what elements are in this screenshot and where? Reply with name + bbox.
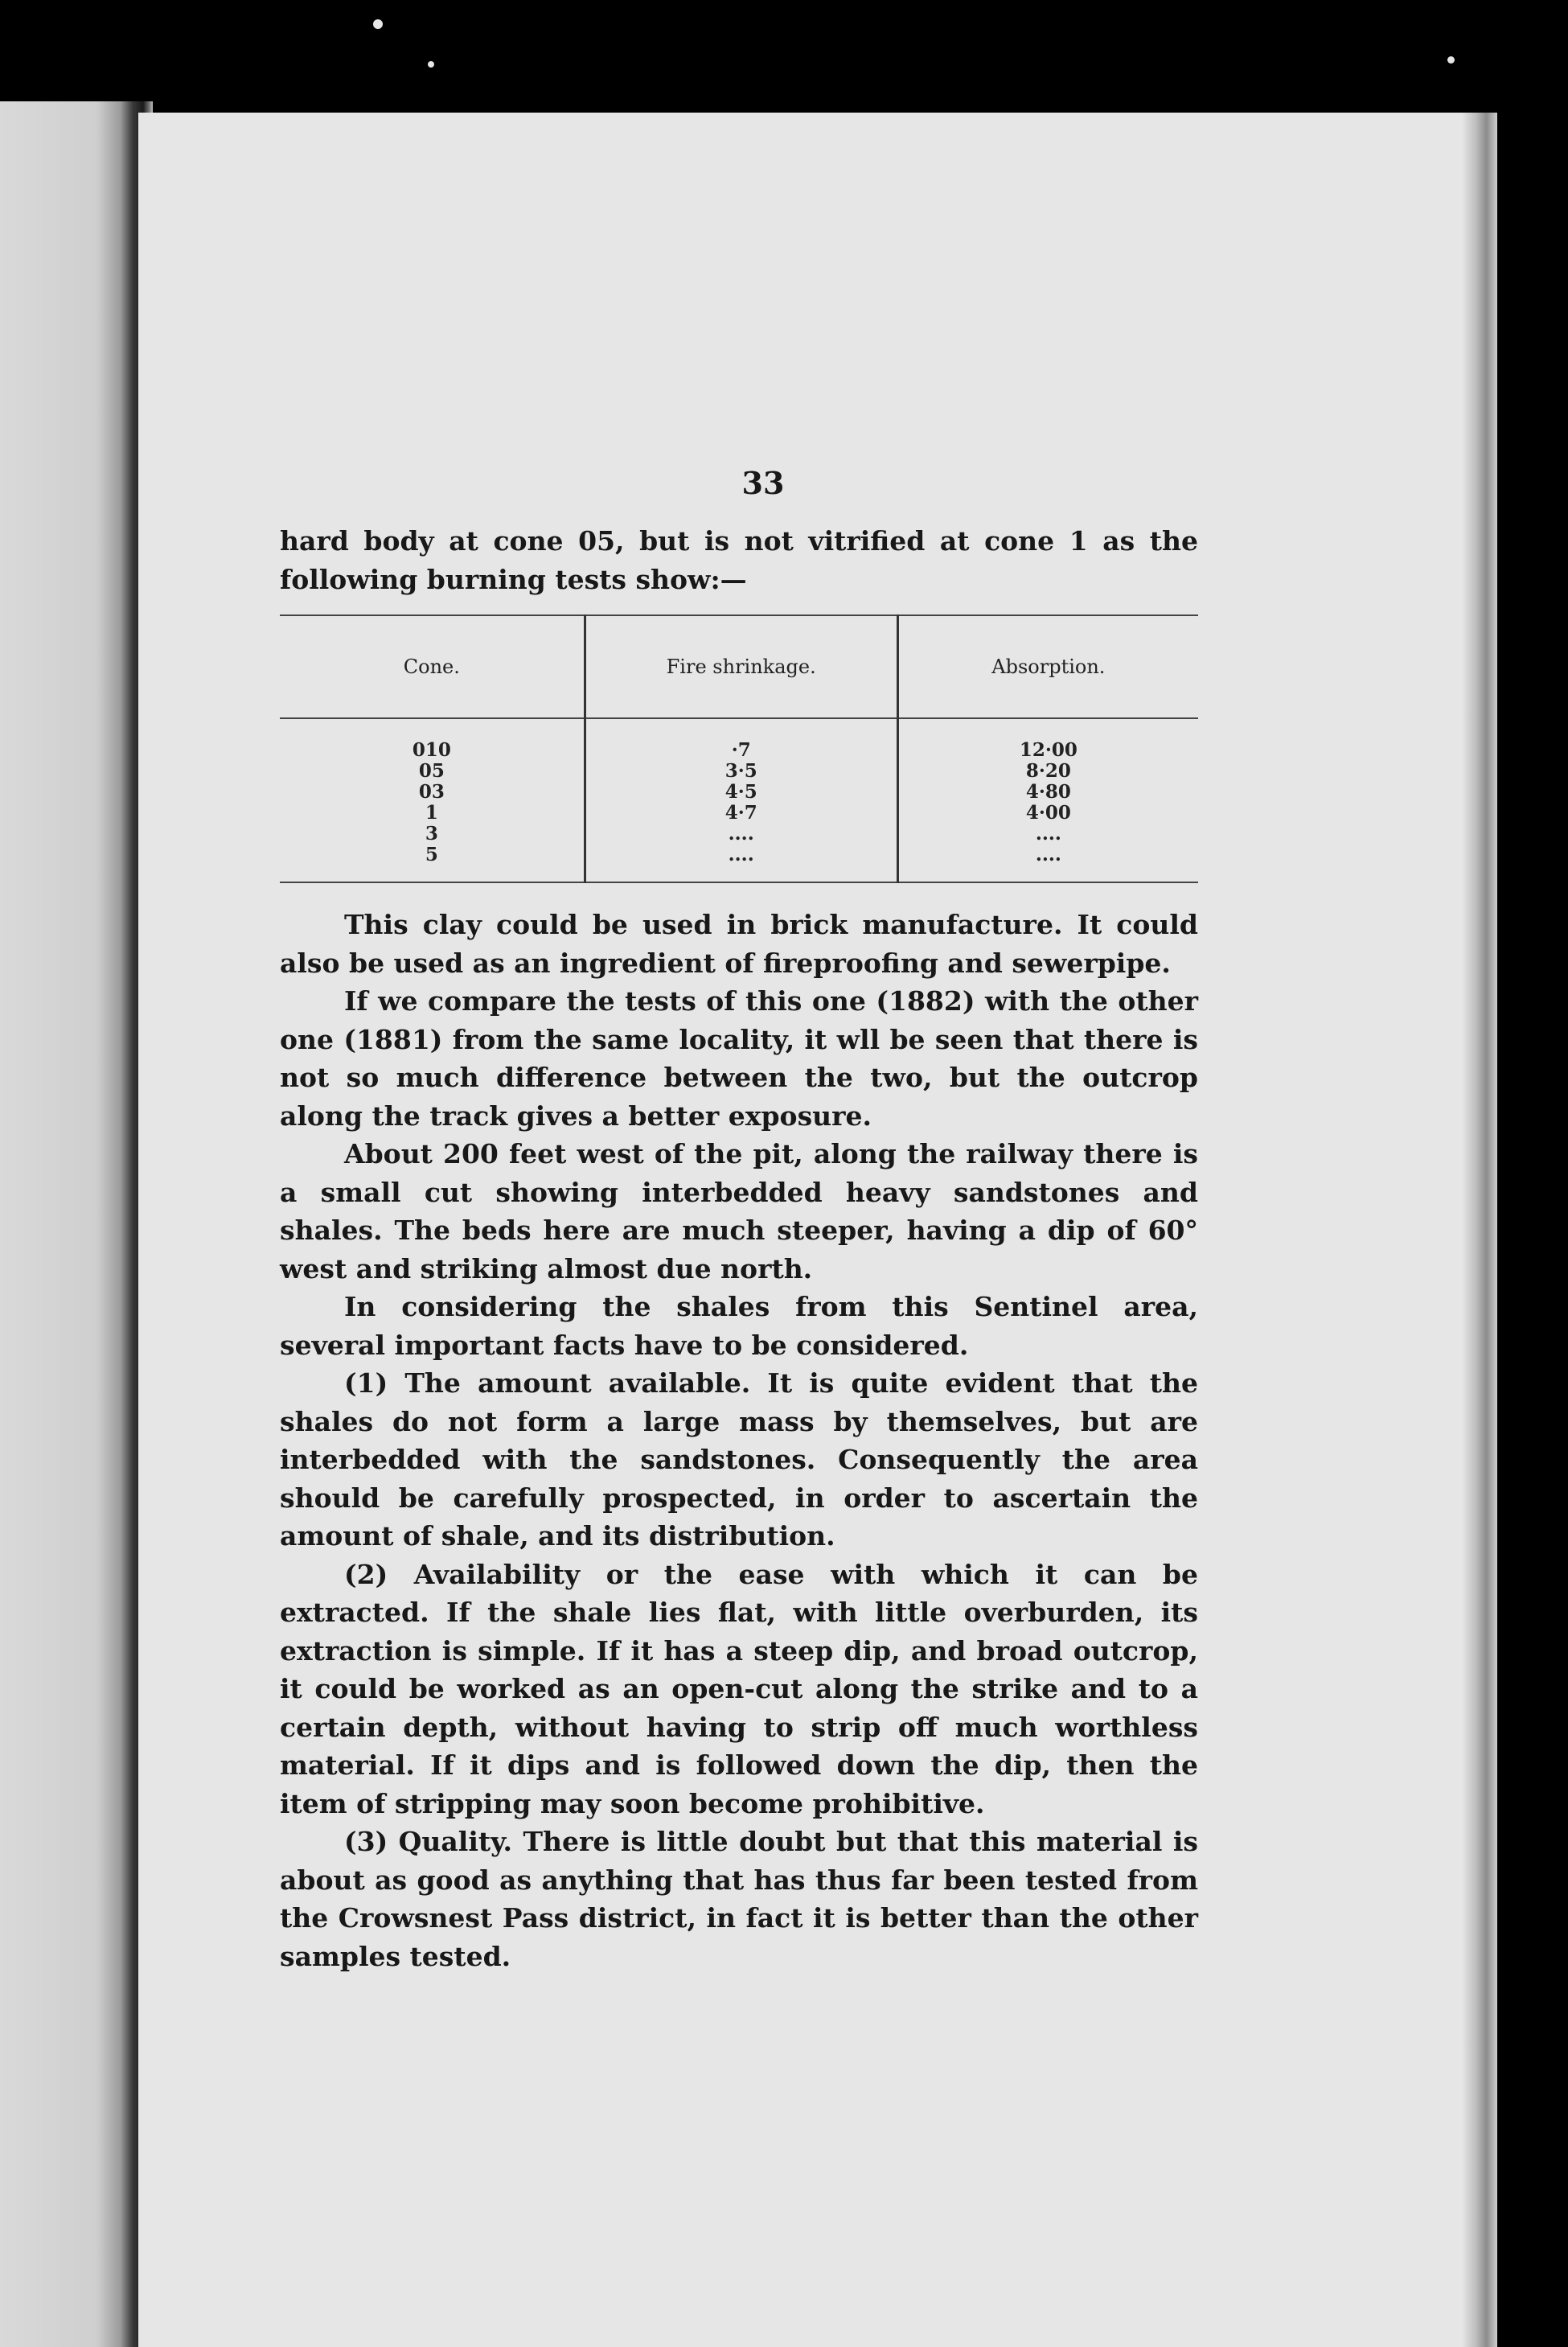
paragraph-brick-manufacture: This clay could be used in brick manufacture. It could also be used as an ingredient of fireproofing and sewerpipe. xyxy=(280,909,1198,979)
dust-speck xyxy=(373,19,383,29)
table-cell: .... xyxy=(1035,844,1061,865)
dust-speck xyxy=(1447,56,1455,64)
paragraph-quality: (3) Quality. There is little doubt but that this material is about as good as anything that has thus far been tested from the Crowsnest Pass district, in fact it is better than the other samples tested. xyxy=(280,1826,1198,1972)
table-cell: 8·20 xyxy=(1025,760,1071,782)
paragraph-sentinel-area: In considering the shales from this Sentinel area, several important facts have to be considered. xyxy=(280,1291,1198,1361)
paragraph-railway-cut: About 200 feet west of the pit, along the railway there is a small cut showing interbedded heavy sandstones and shales. The beds here are much steeper, having a dip of 60° west and striking almost due north. xyxy=(280,1138,1198,1284)
column-header-cone: Cone. xyxy=(280,615,585,718)
paragraph-comparison: If we compare the tests of this one (1882) with the other one (1881) from the same locality, it wll be seen that there is not so much difference between the two, but the outcrop along the track gives a better exposure. xyxy=(280,985,1198,1132)
intro-paragraph: hard body at cone 05, but is not vitrified at cone 1 as the following burning tests show:— xyxy=(280,525,1198,595)
table-cell: 3·5 xyxy=(724,760,757,782)
page-content xyxy=(280,465,1198,1975)
column-header-absorption: Absorption. xyxy=(897,615,1198,718)
table-cell: 4·80 xyxy=(1025,781,1071,803)
table-cell: 12·00 xyxy=(1019,739,1077,761)
table-cell: 5 xyxy=(425,844,438,865)
table-header-row xyxy=(280,615,1198,718)
table-cell: 010 xyxy=(412,739,451,761)
absorption-column xyxy=(897,718,1198,882)
paragraph-amount-available: (1) The amount available. It is quite evident that the shales do not form a large mass by themselves, but are interbedded with the sandstones. Consequently the area should be carefully prospected, in order to ascertain the amount of shale, and its distribution. xyxy=(280,1367,1198,1552)
table-cell: 4·5 xyxy=(724,781,757,803)
table-cell: 4·00 xyxy=(1025,802,1071,824)
burning-tests-table xyxy=(280,614,1198,883)
table-body-row xyxy=(280,718,1198,882)
column-header-fire-shrinkage: Fire shrinkage. xyxy=(585,615,897,718)
dust-speck xyxy=(428,61,434,68)
table-cell: 1 xyxy=(425,802,438,824)
cone-column xyxy=(280,718,585,882)
table-cell: 4·7 xyxy=(724,802,757,824)
table-cell: 05 xyxy=(418,760,445,782)
table-cell: 03 xyxy=(418,781,445,803)
book-spine xyxy=(0,101,153,2347)
page-edge xyxy=(1462,113,1497,2347)
table-cell: ·7 xyxy=(731,739,751,761)
table-cell: .... xyxy=(728,844,754,865)
table-cell: .... xyxy=(728,823,754,845)
table-cell: 3 xyxy=(425,823,438,845)
page-number: 33 xyxy=(741,465,785,501)
table-cell: .... xyxy=(1035,823,1061,845)
fire-shrinkage-column xyxy=(585,718,897,882)
paragraph-availability: (2) Availability or the ease with which it can be extracted. If the shale lies flat, with little overburden, its extraction is simple. If it has a steep dip, and broad outcrop, it could be worked as an open-cut along the strike and to a certain depth, without having to strip off much worthless material. If it dips and is followed down the dip, then the item of stripping may soon become prohibitive. xyxy=(280,1558,1198,1819)
